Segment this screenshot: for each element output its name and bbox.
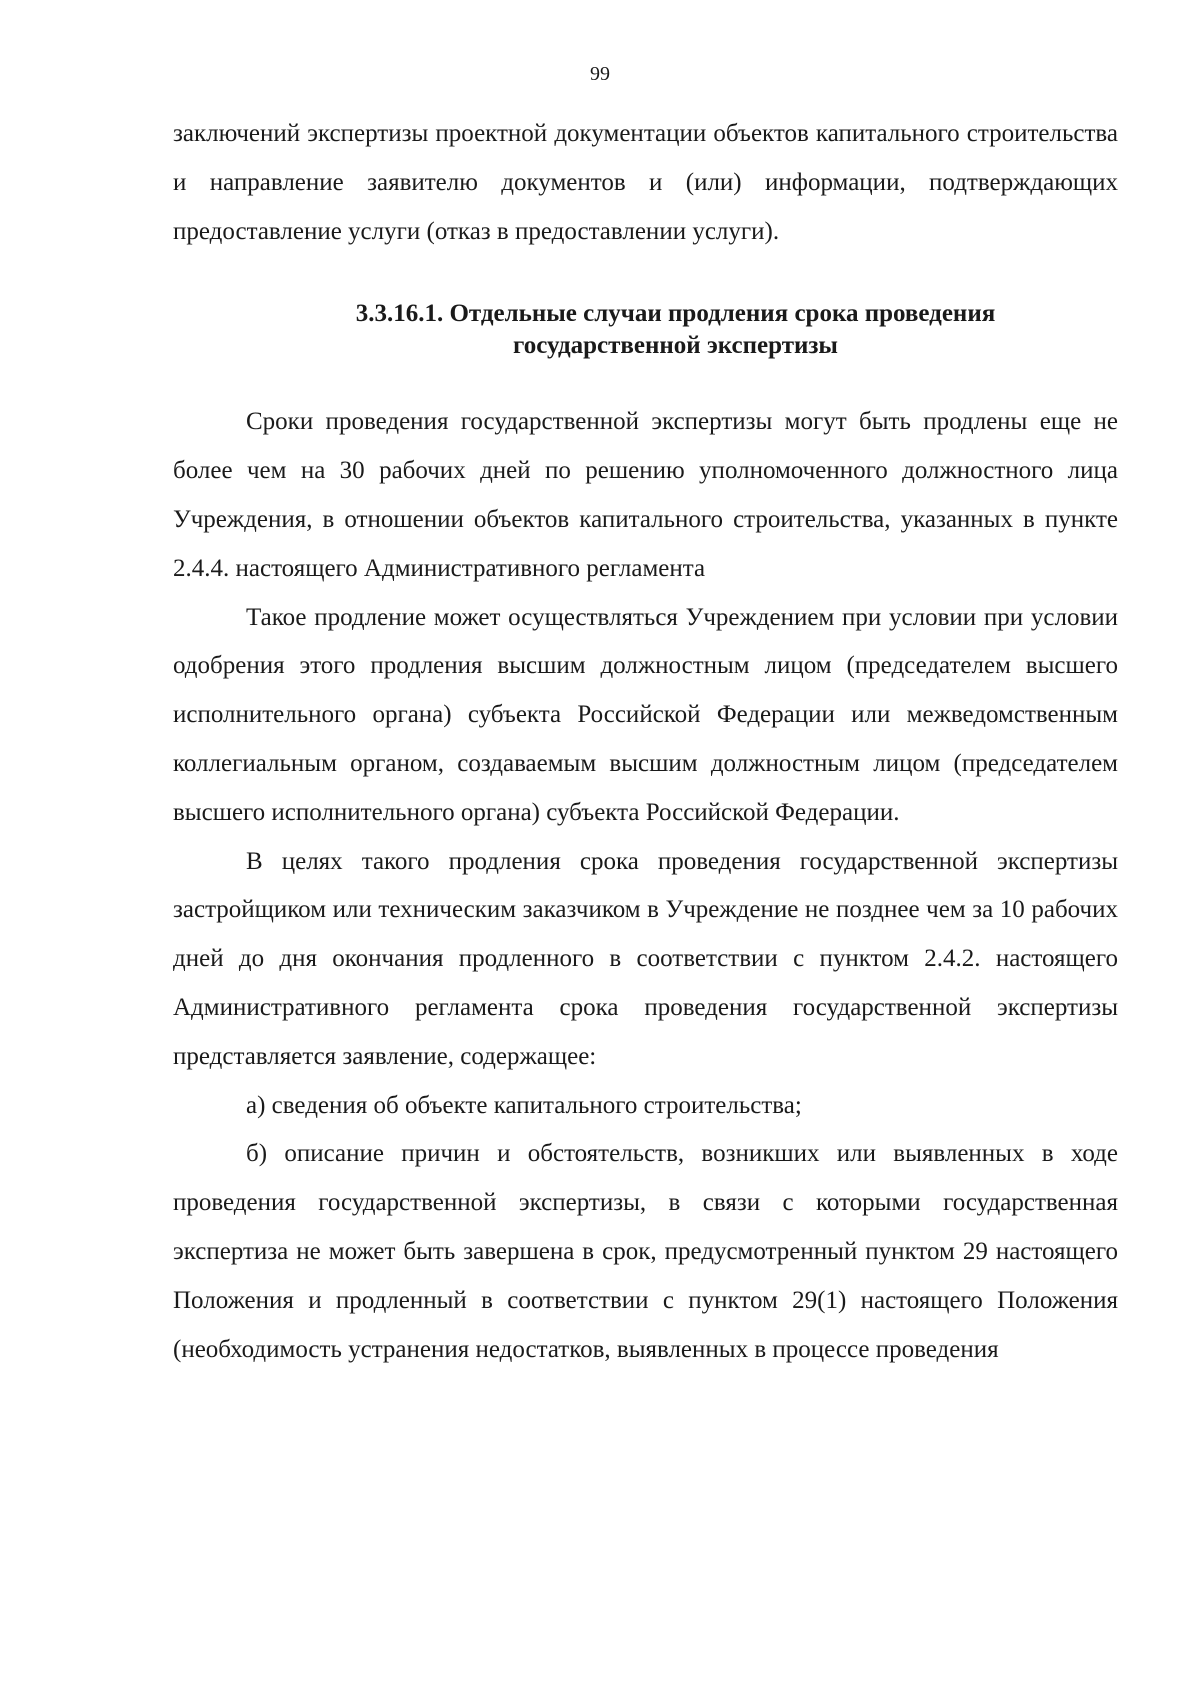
section-heading-line-1: 3.3.16.1. Отдельные случаи продления срока проведения: [355, 300, 996, 328]
list-item-b: б) описание причин и обстоятельств, возникших или выявленных в ходе проведения государственной экспертизы, в связи с которыми государственная экспертиза не может быть завершена в срок, предусмотренный пунктом 29 настоящего Положения и продленный в соответствии с пунктом 29(1) настоящего Положения (необходимость устранения недостатков, выявленных в процессе проведения: [173, 1140, 1118, 1363]
intro-paragraph: заключений экспертизы проектной документации объектов капитального строительства и направление заявителю документов и (или) информации, подтверждающих предоставление услуги (отказ в предоставлении услуги).: [173, 120, 1118, 245]
document-body: [173, 110, 1118, 1374]
paragraph-extension-terms: Сроки проведения государственной экспертизы могут быть продлены еще не более чем на 30 рабочих дней по решению уполномоченного должностного лица Учреждения, в отношении объектов капитального строительства, указанных в пункте 2.4.4. настоящего Административного регламента: [173, 408, 1118, 582]
section-heading: [173, 298, 1118, 362]
paragraph-extension-application: В целях такого продления срока проведения государственной экспертизы застройщиком или техническим заказчиком в Учреждение не позднее чем за 10 рабочих дней до дня окончания продленного в соответствии с пунктом 2.4.2. настоящего Административного регламента срока проведения государственной экспертизы представляется заявление, содержащее:: [173, 847, 1118, 1070]
paragraph-extension-approval: Такое продление может осуществляться Учреждением при условии при условии одобрения этого продления высшим должностным лицом (председателем высшего исполнительного органа) субъекта Российской Федерации или межведомственным коллегиальным органом, создаваемым высшим должностным лицом (председателем высшего исполнительного органа) субъекта Российской Федерации.: [173, 603, 1118, 826]
list-item-a: а) сведения об объекте капитального строительства;: [246, 1091, 802, 1119]
page-number: 99: [590, 63, 610, 85]
section-heading-line-2: государственной экспертизы: [513, 332, 838, 360]
